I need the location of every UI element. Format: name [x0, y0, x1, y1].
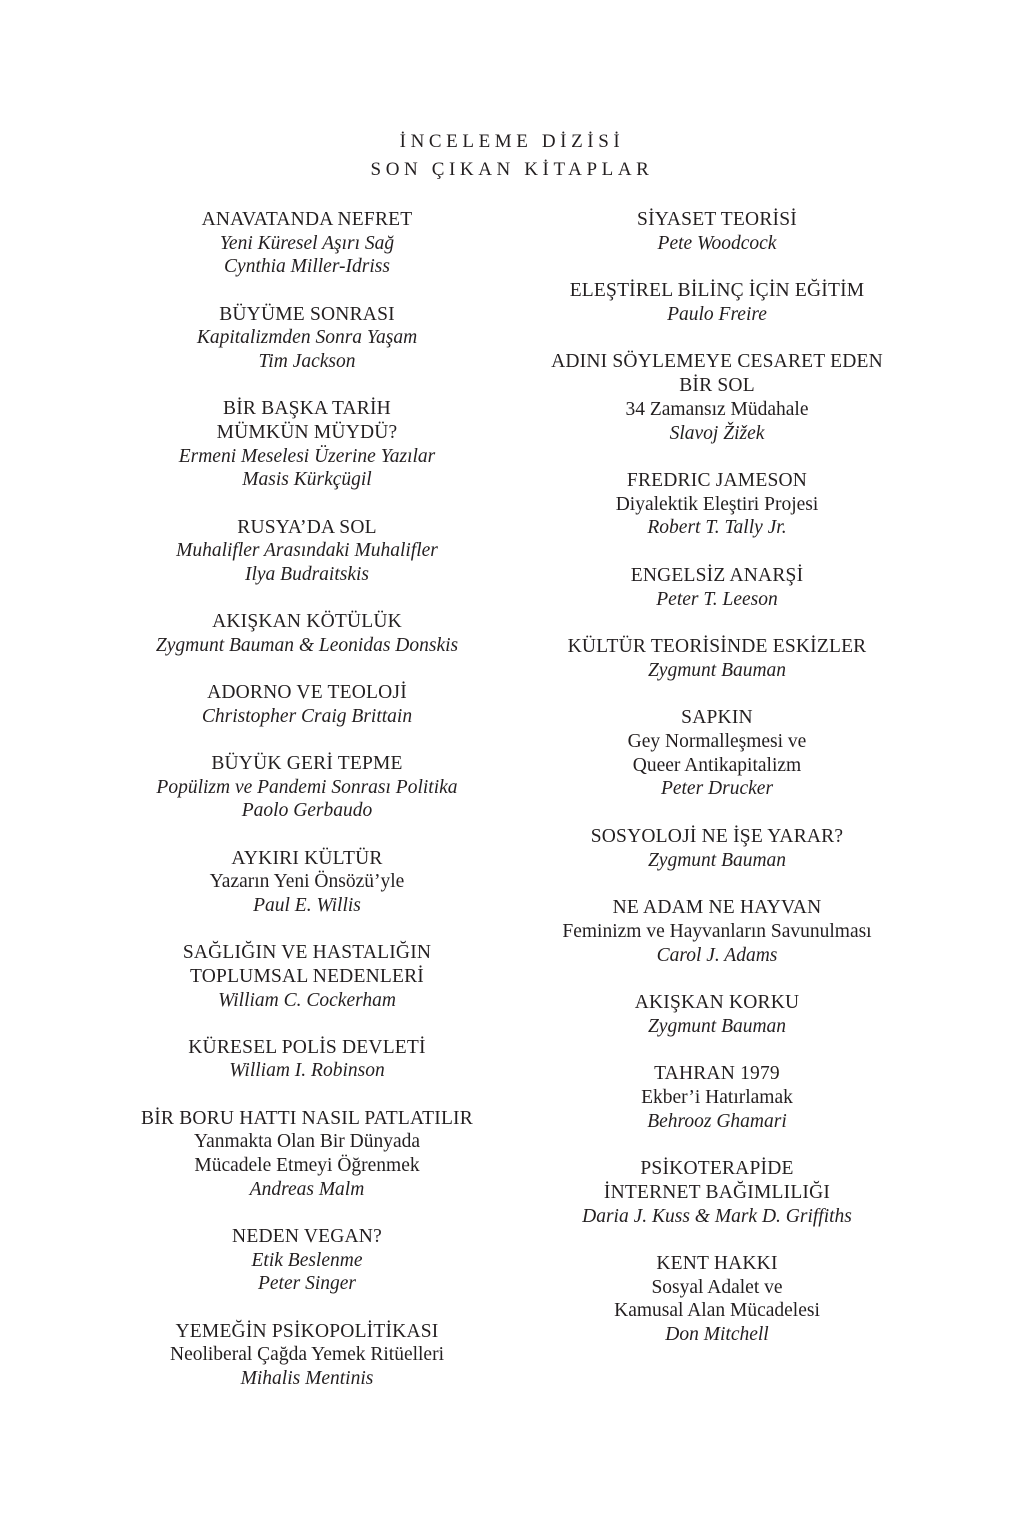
book-italic-line: Etik Beslenme	[251, 1249, 363, 1271]
book-title: ENGELSİZ ANARŞİ	[630, 564, 804, 586]
book-title: RUSYA’DA SOL	[237, 516, 377, 538]
book-italic-line: Daria J. Kuss & Mark D. Griffiths	[582, 1205, 852, 1227]
book-title: NE ADAM NE HAYVAN	[612, 897, 822, 919]
book-italic-line: Yeni Küresel Aşırı Sağ	[219, 232, 395, 254]
book-title: ADORNO VE TEOLOJİ	[207, 682, 407, 704]
book-title: BÜYÜK GERİ TEPME	[211, 752, 403, 774]
book-italic-line: Carol J. Adams	[656, 944, 778, 966]
book-entry	[102, 847, 512, 918]
book-italic-line: Pete Woodcock	[657, 232, 777, 254]
series-subtitle: SON ÇIKAN KİTAPLAR	[370, 159, 654, 180]
book-entry	[512, 208, 922, 255]
book-title: İNTERNET BAĞIMLILIĞI	[603, 1181, 831, 1203]
book-title: BİR SOL	[679, 375, 755, 397]
book-title: SOSYOLOJİ NE İŞE YARAR?	[590, 825, 844, 847]
book-title: FREDRIC JAMESON	[626, 470, 808, 492]
book-italic-line: Andreas Malm	[249, 1178, 365, 1200]
book-entry	[102, 1107, 512, 1202]
book-italic-line: Behrooz Ghamari	[647, 1110, 787, 1132]
book-title: BİR BAŞKA TARİH	[223, 398, 391, 420]
book-italic-line: Zygmunt Bauman & Leonidas Donskis	[155, 634, 459, 656]
book-subtitle: Kamusal Alan Mücadelesi	[614, 1300, 820, 1322]
book-italic-line: Zygmunt Bauman	[647, 1015, 787, 1037]
book-italic-line: Muhalifler Arasındaki Muhalifler	[176, 540, 438, 562]
book-title: ELEŞTİREL BİLİNÇ İÇİN EĞİTİM	[569, 280, 865, 302]
book-italic-line: Paulo Freire	[667, 303, 767, 325]
book-italic-line: Peter Drucker	[660, 778, 774, 800]
book-italic-line: Paolo Gerbaudo	[241, 800, 373, 822]
book-subtitle: Diyalektik Eleştiri Projesi	[615, 493, 819, 515]
book-italic-line: Paul E. Willis	[253, 894, 361, 916]
book-entry	[102, 681, 512, 728]
book-italic-line: Zygmunt Bauman	[647, 659, 787, 681]
book-title: KÜRESEL POLİS DEVLETİ	[188, 1036, 426, 1058]
book-title: PSİKOTERAPİDE	[640, 1158, 794, 1180]
book-title: ADINI SÖYLEMEYE CESARET EDEN	[551, 351, 883, 373]
book-entry	[102, 516, 512, 587]
book-title: SAĞLIĞIN VE HASTALIĞIN	[182, 942, 432, 964]
book-entry	[512, 1157, 922, 1228]
book-entry	[512, 1062, 922, 1133]
book-title: MÜMKÜN MÜYDÜ?	[216, 421, 398, 443]
book-title: BÜYÜME SONRASI	[219, 303, 395, 325]
book-title: KÜLTÜR TEORİSİNDE ESKİZLER	[567, 636, 867, 658]
book-italic-line: Kapitalizmden Sonra Yaşam	[196, 327, 418, 349]
book-entry	[102, 610, 512, 657]
book-title: NEDEN VEGAN?	[232, 1226, 382, 1247]
book-title: BİR BORU HATTI NASIL PATLATILIR	[141, 1107, 473, 1129]
book-subtitle: Ekber’i Hatırlamak	[641, 1086, 793, 1108]
book-entry	[512, 825, 922, 872]
book-italic-line: Mihalis Mentinis	[240, 1368, 374, 1390]
book-entry	[512, 279, 922, 326]
book-subtitle: 34 Zamansız Müdahale	[625, 398, 809, 420]
book-italic-line: Don Mitchell	[665, 1324, 769, 1346]
book-italic-line: Christopher Craig Brittain	[201, 705, 413, 727]
book-entry	[102, 303, 512, 374]
book-subtitle: Gey Normalleşmesi ve	[627, 731, 807, 753]
book-title: AKIŞKAN KÖTÜLÜK	[212, 611, 402, 633]
book-entry	[102, 1320, 512, 1391]
book-entry	[102, 208, 512, 279]
book-title: YEMEĞİN PSİKOPOLİTİKASI	[175, 1320, 439, 1342]
book-list-right	[512, 208, 922, 1371]
book-subtitle: Neoliberal Çağda Yemek Ritüelleri	[169, 1344, 445, 1366]
book-title: SİYASET TEORİSİ	[637, 209, 797, 230]
book-entry	[512, 469, 922, 540]
book-italic-line: William C. Cockerham	[218, 989, 396, 1011]
book-entry	[102, 1225, 512, 1296]
book-italic-line: Slavoj Žižek	[669, 422, 765, 444]
book-title: SAPKIN	[681, 707, 753, 729]
book-entry	[102, 397, 512, 492]
book-entry	[512, 635, 922, 682]
page-header	[0, 128, 1024, 184]
book-italic-line: Robert T. Tally Jr.	[647, 517, 787, 539]
book-italic-line: Masis Kürkçügil	[242, 469, 372, 491]
book-subtitle: Sosyal Adalet ve	[651, 1276, 783, 1298]
book-italic-line: Cynthia Miller-Idriss	[224, 256, 390, 278]
book-italic-line: William I. Robinson	[229, 1060, 385, 1082]
series-title: İNCELEME DİZİSİ	[399, 131, 625, 152]
book-entry	[512, 991, 922, 1038]
book-subtitle: Mücadele Etmeyi Öğrenmek	[194, 1155, 420, 1177]
book-title: KENT HAKKI	[656, 1253, 778, 1275]
book-list-left	[102, 208, 512, 1414]
book-italic-line: Ilya Budraitskis	[244, 563, 370, 585]
book-title: TAHRAN 1979	[654, 1063, 780, 1085]
book-subtitle: Feminizm ve Hayvanların Savunulması	[562, 920, 872, 942]
book-italic-line: Popülizm ve Pandemi Sonrası Politika	[156, 776, 458, 798]
book-entry	[102, 941, 512, 1012]
book-title: TOPLUMSAL NEDENLERİ	[189, 965, 424, 987]
book-entry	[512, 564, 922, 611]
book-subtitle: Queer Antikapitalizm	[632, 754, 802, 776]
book-entry	[102, 752, 512, 823]
book-italic-line: Tim Jackson	[258, 351, 356, 373]
book-entry	[102, 1036, 512, 1083]
book-italic-line: Peter Singer	[257, 1273, 356, 1295]
book-title: AYKIRI KÜLTÜR	[231, 847, 383, 869]
book-title: ANAVATANDA NEFRET	[201, 209, 413, 230]
book-entry	[512, 896, 922, 967]
book-entry	[512, 1252, 922, 1347]
book-italic-line: Zygmunt Bauman	[647, 849, 787, 871]
book-entry	[512, 350, 922, 445]
book-italic-line: Ermeni Meselesi Üzerine Yazılar	[178, 445, 436, 467]
book-italic-line: Peter T. Leeson	[656, 588, 778, 610]
book-subtitle: Yazarın Yeni Önsözü’yle	[209, 871, 405, 893]
book-subtitle: Yanmakta Olan Bir Dünyada	[193, 1131, 421, 1153]
book-entry	[512, 706, 922, 801]
book-title: AKIŞKAN KORKU	[634, 992, 800, 1014]
